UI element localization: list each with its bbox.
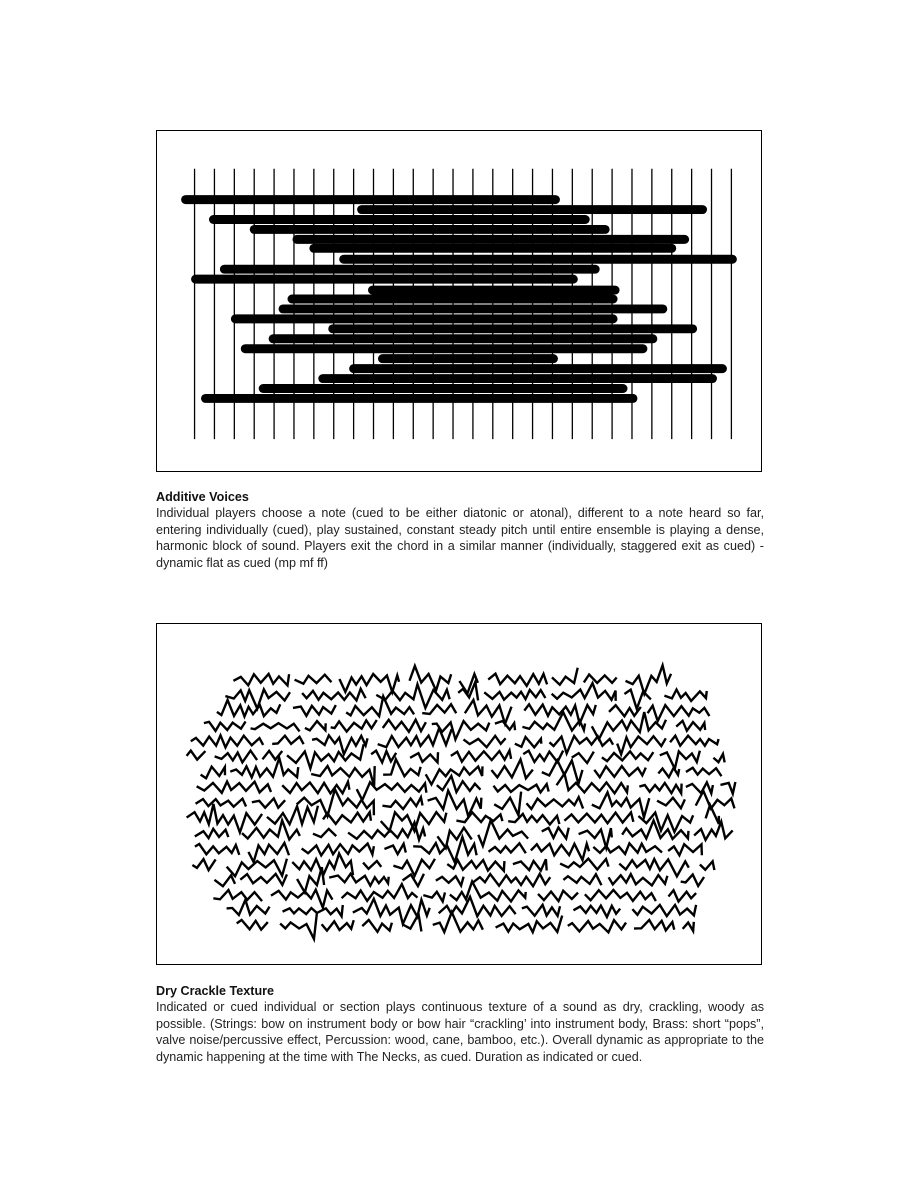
- crackle-stroke: [217, 700, 280, 717]
- crackle-stroke: [384, 844, 405, 854]
- crackle-stroke: [626, 665, 672, 694]
- crackle-stroke: [632, 905, 696, 916]
- crackle-stroke: [491, 760, 532, 779]
- crackle-stroke: [557, 774, 628, 794]
- crackle-stroke: [573, 906, 620, 917]
- crackle-stroke: [322, 920, 354, 930]
- crackle-stroke: [463, 736, 505, 747]
- crackle-stroke: [495, 721, 515, 730]
- crackle-stroke: [295, 675, 332, 684]
- crackle-stroke: [568, 920, 626, 932]
- crackle-stroke: [552, 683, 616, 701]
- crackle-stroke: [311, 766, 375, 786]
- crackle-stroke: [508, 814, 559, 825]
- crackle-stroke: [287, 744, 364, 768]
- crackle-stroke: [496, 916, 563, 933]
- dry-crackle-caption: [156, 983, 764, 1065]
- crackle-stroke: [383, 720, 426, 732]
- crackle-stroke: [383, 759, 420, 776]
- crackle-stroke: [252, 798, 285, 807]
- crackle-stroke: [639, 783, 681, 793]
- crackle-stroke: [378, 728, 452, 747]
- crackle-stroke: [282, 782, 349, 794]
- crackle-stroke: [456, 812, 502, 822]
- crackle-stroke: [187, 751, 206, 760]
- crackle-stroke: [195, 829, 229, 838]
- crackle-stroke: [271, 890, 332, 908]
- crackle-stroke: [272, 736, 303, 744]
- crackle-stroke: [191, 735, 263, 747]
- crackle-stroke: [240, 874, 287, 885]
- crackle-stroke: [584, 675, 617, 683]
- crackle-stroke: [280, 913, 317, 939]
- crackle-stroke: [478, 820, 528, 846]
- crackle-stroke: [676, 721, 705, 731]
- crackle-stroke: [410, 752, 438, 762]
- crackle-stroke: [302, 689, 366, 701]
- crackle-stroke: [214, 875, 235, 886]
- dry-crackle-graphic: [157, 624, 761, 964]
- crackle-stroke: [423, 892, 445, 902]
- crackle-stroke: [489, 843, 526, 853]
- crackle-stroke: [473, 874, 550, 886]
- crackle-stroke: [542, 760, 583, 783]
- crackle-stroke: [694, 822, 733, 840]
- crackle-stroke: [413, 837, 476, 862]
- crackle-stroke: [363, 861, 381, 869]
- crackle-stroke: [465, 700, 512, 724]
- crackle-stroke: [592, 792, 649, 817]
- crackle-stroke: [433, 912, 483, 932]
- crackle-stroke: [371, 751, 396, 763]
- crackle-stroke: [251, 723, 300, 731]
- additive-voices-graphic: [157, 131, 761, 471]
- crackle-stroke: [527, 797, 584, 809]
- crackle-stroke: [297, 789, 374, 816]
- crackle-stroke: [197, 782, 271, 793]
- crackle-stroke: [293, 705, 336, 716]
- crackle-stroke: [353, 899, 430, 924]
- crackle-stroke: [447, 860, 504, 871]
- crackle-stroke: [248, 843, 289, 862]
- crackle-stroke: [312, 735, 367, 754]
- crackle-stroke: [549, 736, 613, 753]
- crackle-stroke: [494, 792, 521, 816]
- crackle-stroke: [681, 875, 704, 886]
- crackle-stroke: [437, 776, 481, 792]
- crackle-stroke: [617, 736, 666, 754]
- crackle-stroke: [700, 861, 715, 870]
- crackle-stroke: [204, 722, 246, 731]
- crackle-stroke: [720, 782, 735, 794]
- crackle-stroke: [648, 705, 710, 721]
- crackle-stroke: [493, 784, 548, 792]
- crackle-stroke: [323, 812, 371, 824]
- crackle-stroke: [594, 766, 645, 777]
- crackle-stroke: [362, 920, 392, 932]
- crackle-stroke: [560, 859, 608, 870]
- crackle-stroke: [531, 844, 589, 860]
- crackle-stroke: [664, 690, 706, 701]
- crackle-stroke: [329, 874, 389, 886]
- crackle-stroke: [657, 798, 685, 808]
- crackle-stroke: [572, 752, 594, 763]
- section-title: Additive Voices: [156, 490, 249, 504]
- crackle-stroke: [660, 751, 700, 769]
- crackle-stroke: [713, 754, 724, 762]
- crackle-stroke: [196, 799, 247, 807]
- crackle-stroke: [592, 712, 666, 739]
- crackle-stroke: [339, 674, 399, 692]
- crackle-stroke: [658, 768, 679, 777]
- additive-voices-caption: [156, 489, 764, 571]
- crackle-stroke: [593, 843, 662, 854]
- crackle-stroke: [227, 859, 287, 876]
- crackle-stroke: [436, 876, 464, 885]
- crackle-stroke: [305, 721, 326, 730]
- crackle-stroke: [357, 782, 427, 800]
- crackle-stroke: [237, 920, 268, 930]
- crackle-stroke: [513, 859, 547, 870]
- crackle-stroke: [313, 829, 336, 837]
- crackle-stroke: [381, 812, 447, 831]
- crackle-stroke: [522, 905, 560, 916]
- additive-voices-figure: [156, 130, 762, 472]
- section-description: Individual players choose a note (cued to be either diatonic or atonal), different to a note heard so far, entering individually (cued), play sustained, constant steady pitch until entire ensemble is playing a dense, harmonic block of sound. Players exit the chord in a similar manner (individually, staggered exit as cued) - dynamic flat as cued (mp mf ff): [156, 506, 764, 570]
- crackle-stroke: [331, 720, 377, 732]
- crackle-stroke: [609, 874, 668, 885]
- crackle-stroke: [515, 737, 541, 747]
- crackle-stroke: [686, 768, 721, 776]
- crackle-stroke: [382, 797, 422, 809]
- crackle-stroke: [233, 674, 289, 686]
- crackle-stroke: [706, 805, 719, 824]
- crackle-stroke: [585, 890, 656, 901]
- section-title: Dry Crackle Texture: [156, 984, 275, 998]
- crackle-stroke: [342, 884, 418, 901]
- crackle-stroke: [437, 828, 471, 848]
- crackle-stroke: [484, 690, 545, 700]
- crackle-stroke: [267, 806, 318, 824]
- crackle-stroke: [522, 712, 585, 730]
- crackle-stroke: [393, 859, 435, 876]
- section-description: Indicated or cued individual or section plays continuous texture of a sound as dry, crackling, woody as possible. (Strings: bow on instrument body or bow hair “crackling’ into instrument body, Brass: short “pops”, valve noise/percussive effect, Percussion: wood, cane, bamboo, etc.). Overall dynamic as appropriate to the dynamic happening at the time with The Necks, as cued. Duration as indicated or cued.: [156, 1000, 764, 1064]
- crackle-stroke: [696, 791, 735, 809]
- crackle-stroke: [564, 812, 633, 823]
- crackle-stroke: [668, 890, 696, 901]
- crackle-stroke: [634, 920, 674, 930]
- crackle-stroke: [638, 813, 693, 832]
- crackle-stroke: [683, 922, 694, 931]
- crackle-stroke: [227, 900, 270, 915]
- crackle-stroke: [451, 750, 511, 761]
- crackle-stroke: [670, 736, 719, 746]
- crackle-stroke: [283, 905, 343, 916]
- crackle-stroke: [602, 751, 653, 761]
- crackle-stroke: [201, 767, 225, 779]
- crackle-stroke: [488, 674, 547, 686]
- crackle-stroke: [668, 844, 702, 855]
- dry-crackle-figure: [156, 623, 762, 965]
- crackle-stroke: [187, 804, 262, 833]
- crackle-stroke: [624, 690, 650, 709]
- crackle-stroke: [213, 890, 262, 901]
- crackle-stroke: [686, 782, 713, 793]
- crackle-stroke: [538, 891, 578, 901]
- crackle-stroke: [215, 751, 257, 763]
- crackle-stroke: [563, 874, 601, 885]
- crackle-stroke: [192, 859, 215, 870]
- crackle-stroke: [195, 844, 239, 855]
- crackle-stroke: [552, 668, 578, 685]
- crackle-stroke: [542, 828, 569, 839]
- crackle-stroke: [302, 844, 374, 856]
